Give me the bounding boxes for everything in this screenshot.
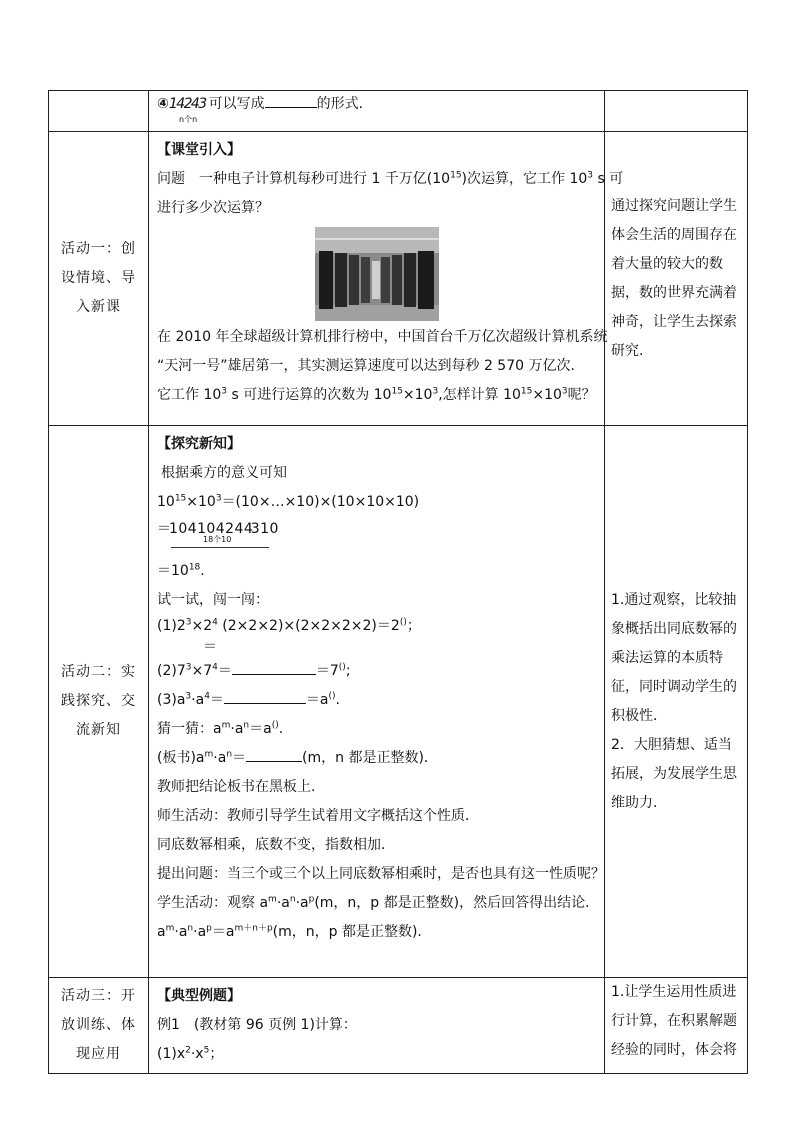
content-line: 提出问题：当三个或三个以上同底数幂相乘时，是否也具有这一性质呢？ [157, 866, 605, 882]
paragraph-line-3: 它工作 $10^3$ s 可进行运算的次数为 $10^{15}\times 10^3$,怎样计算 $10^{15}\times 10^3$呢？ [157, 386, 596, 403]
table-row-continued [49, 91, 748, 132]
content-line: 学生活动：观察 $a^m\cdot a^n\cdot a^p(m$，n，p 都是正整数)，然后回答得出结论． [157, 894, 600, 911]
item-4-marker: ④ [157, 96, 169, 112]
content-line: $(1)x^2\cdot x^5$； [157, 1045, 224, 1062]
content-line: (板书)$a^m\cdot a^n= (m$，n 都是正整数)． [157, 744, 596, 773]
content-line: $(2)7^3\times 7^4= =7^{()}$; [157, 657, 596, 686]
content-line: 根据乘方的意义可知 [161, 465, 287, 481]
activity-1-note: 通过探究问题让学生体会生活的周围存在着大量的较大的数据，数的世界充满着神奇，让学生去探索研究. [605, 132, 748, 426]
item-4-line [157, 93, 596, 115]
activity-2-note-1: 1.通过观察，比较抽象概括出同底数幂的乘法运算的本质特征，同时调动学生的积极性． [611, 591, 737, 724]
table-row-activity-1 [49, 132, 748, 426]
activity-2-note [605, 426, 748, 978]
brace-label: 18个10 [203, 535, 232, 544]
content-line: 同底数幂相乘，底数不变，指数相加． [157, 837, 395, 853]
section-heading: 【课堂引入】 [157, 142, 241, 158]
item-4-under-label: n个n [179, 115, 198, 124]
activity-2-content [149, 426, 605, 978]
activity-1-content [149, 132, 624, 426]
paragraph-line-2: “天河一号”雄居第一，其实测运算速度可以达到每秒 2 570 万亿次． [157, 358, 585, 374]
lesson-plan-table [48, 90, 748, 1074]
content-line: $(3)a^3\cdot a^4= =a^{()}$. [157, 686, 596, 715]
content-cell [149, 91, 605, 132]
activity-3-label: 活动三：开放训练、体现应用 [49, 978, 149, 1074]
activity-1-label: 活动一：创设情境、导入新课 [49, 132, 149, 426]
paragraph-line-1: 在 2010 年全球超级计算机排行榜中，中国首台千万亿次超级计算机系统 [157, 329, 608, 345]
content-line: ＝ [203, 639, 217, 655]
content-line: $10^{15}\times 10^3=(10\times\dots\times 10)\times(10\times 10\times 10)$ [157, 493, 420, 510]
section-heading: 【探究新知】 [157, 436, 241, 452]
content-line: 教师把结论板书在黑板上． [157, 779, 325, 795]
note-cell-empty [605, 91, 748, 132]
answer-blank[interactable] [232, 660, 316, 675]
content-line: 师生活动：教师引导学生试着用文字概括这个性质． [157, 808, 479, 824]
content-line: 猜一猜：$a^m\cdot a^n=a^{()}$. [157, 720, 284, 737]
activity-2-note-2: 2．大胆猜想、适当拓展，为发展学生思维助力. [611, 736, 737, 811]
table-row-activity-3 [49, 978, 748, 1074]
brace-expression-text: ＝1 0 4 1 0 4 2 4 43 1 0 [157, 521, 277, 537]
table-row-activity-2 [49, 426, 748, 978]
answer-blank[interactable] [246, 747, 302, 762]
question-line-2: 进行多少次运算？ [157, 200, 269, 216]
activity-2-label: 活动二：实践探究、交流新知 [49, 426, 149, 978]
activity-3-note: 1.让学生运用性质进行计算，在积累解题经验的同时，体会将 [605, 978, 748, 1074]
content-line: $=10^{18}$. [157, 562, 205, 579]
question-line-1: 问题 一种电子计算机每秒可进行 1 千万亿$(10^{15})$次运算，它工作 $10^3$ s 可 [157, 170, 624, 187]
supercomputer-photo [315, 227, 439, 321]
answer-blank[interactable] [224, 689, 306, 704]
brace-expression [157, 517, 596, 557]
content-line: 试一试，闯一闯： [157, 592, 269, 608]
item-4-garbled-expression: 1 4 2 4 3 [168, 96, 205, 112]
content-line: 例1 (教材第 96 页例 1)计算： [157, 1017, 357, 1033]
content-line: $a^m\cdot a^n\cdot a^p=a^{m+n+p}(m$，n，p 都是正整数)． [157, 923, 432, 940]
activity-cell-empty [49, 91, 149, 132]
section-heading: 【典型例题】 [157, 988, 241, 1004]
item-4-blank[interactable] [265, 93, 317, 108]
content-line: $(1)2^3\times 2^4$ (2×2×2)×(2×2×2×2)＝2()； [157, 617, 421, 634]
brace-underline [171, 547, 269, 548]
activity-3-content [149, 978, 605, 1074]
item-4-text: 可以写成 [208, 96, 265, 112]
item-4-suffix: 的形式． [316, 96, 373, 112]
